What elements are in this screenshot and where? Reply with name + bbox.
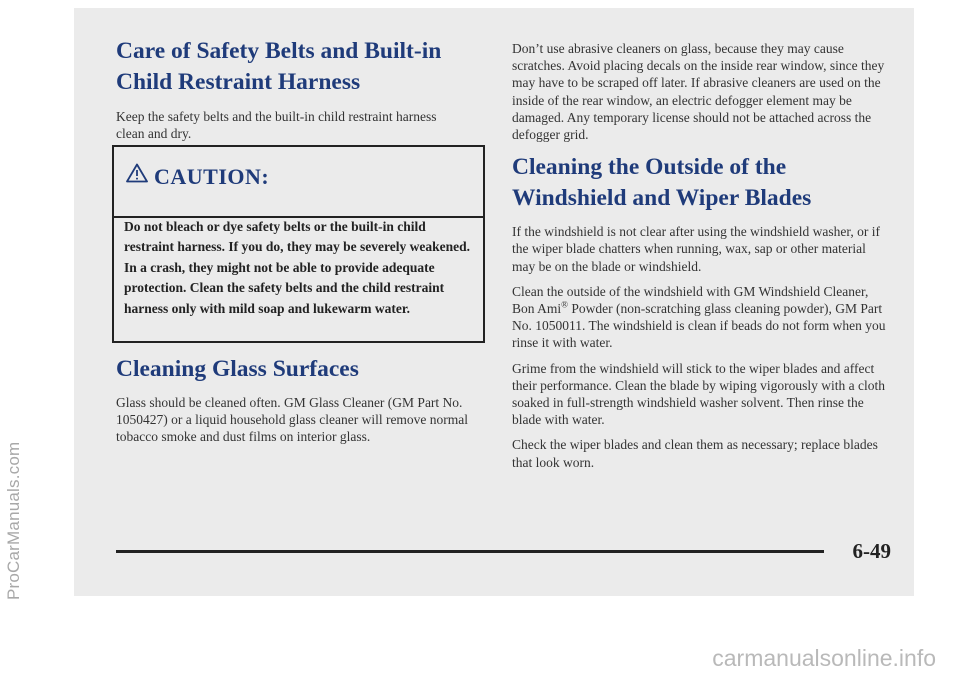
page-number: 6-49	[852, 539, 891, 563]
cleaning-glass-text: Glass should be cleaned often. GM Glass Cleaner (GM Part No. 1050427) or a liquid household glass cleaner will remove normal tobacco smoke and dust films on interior glass.	[116, 395, 469, 445]
cleaning-glass-heading: Cleaning Glass Surfaces	[116, 356, 359, 382]
left-column	[116, 36, 488, 142]
bottom-watermark: carmanualsonline.info	[712, 645, 936, 671]
caution-box	[112, 145, 485, 343]
warning-triangle-icon	[126, 163, 148, 183]
windshield-heading: Cleaning the Outside of the Windshield and Wiper Blades	[512, 154, 812, 212]
side-watermark: ProCarManuals.com	[4, 441, 23, 600]
caution-text: Do not bleach or dye safety belts or the built-in child restraint harness. If you do, they may be severely weakened. In a crash, they might not be able to provide adequate protection. Clean the safety belts and the child restraint harness only with mild soap and lukewarm water.	[124, 219, 470, 316]
caution-header	[114, 147, 483, 218]
windshield-unclear-text: If the windshield is not clear after using the windshield washer, or if the wiper blade chatters when running, wax, sap or other material may be on the blade or windshield.	[512, 224, 880, 274]
cleaner-text-start: Clean the outside of the windshield with GM Windshield Cleaner, Bon Ami	[512, 283, 869, 317]
caution-title: CAUTION:	[154, 164, 270, 189]
wiper-check-text: Check the wiper blades and clean them as necessary; replace blades that look worn.	[512, 437, 878, 470]
wiper-grime-text: Grime from the windshield will stick to the wiper blades and affect their performance. Clean the blade by wiping vigorously with a cloth soaked in full-strength windshield washer solvent. Then rinse the blade with water.	[512, 360, 886, 428]
footer-rule	[116, 550, 824, 553]
right-column	[512, 40, 887, 471]
glass-section	[116, 354, 488, 446]
cleaner-text-end: Powder (non-scratching glass cleaning powder), GM Part No. 1050011. The windshield is clean if beads do not form when you rinse it with water.	[512, 301, 886, 351]
safety-belt-care-heading: Care of Safety Belts and Built-in Child Restraint Harness	[116, 38, 442, 95]
registered-mark: ®	[561, 299, 568, 310]
safety-belt-care-text: Keep the safety belts and the built-in child restraint harness clean and dry.	[116, 109, 437, 142]
windshield-cleaner-text	[512, 283, 887, 352]
abrasive-cleaner-text: Don’t use abrasive cleaners on glass, because they may cause scratches. Avoid placing decals on the inside rear window, since they may have to be scraped off later. If abrasive cleaners are used on the inside of the rear window, an electric defogger element may be damaged. Any temporary license should not be attached across the defogger grid.	[512, 41, 885, 143]
